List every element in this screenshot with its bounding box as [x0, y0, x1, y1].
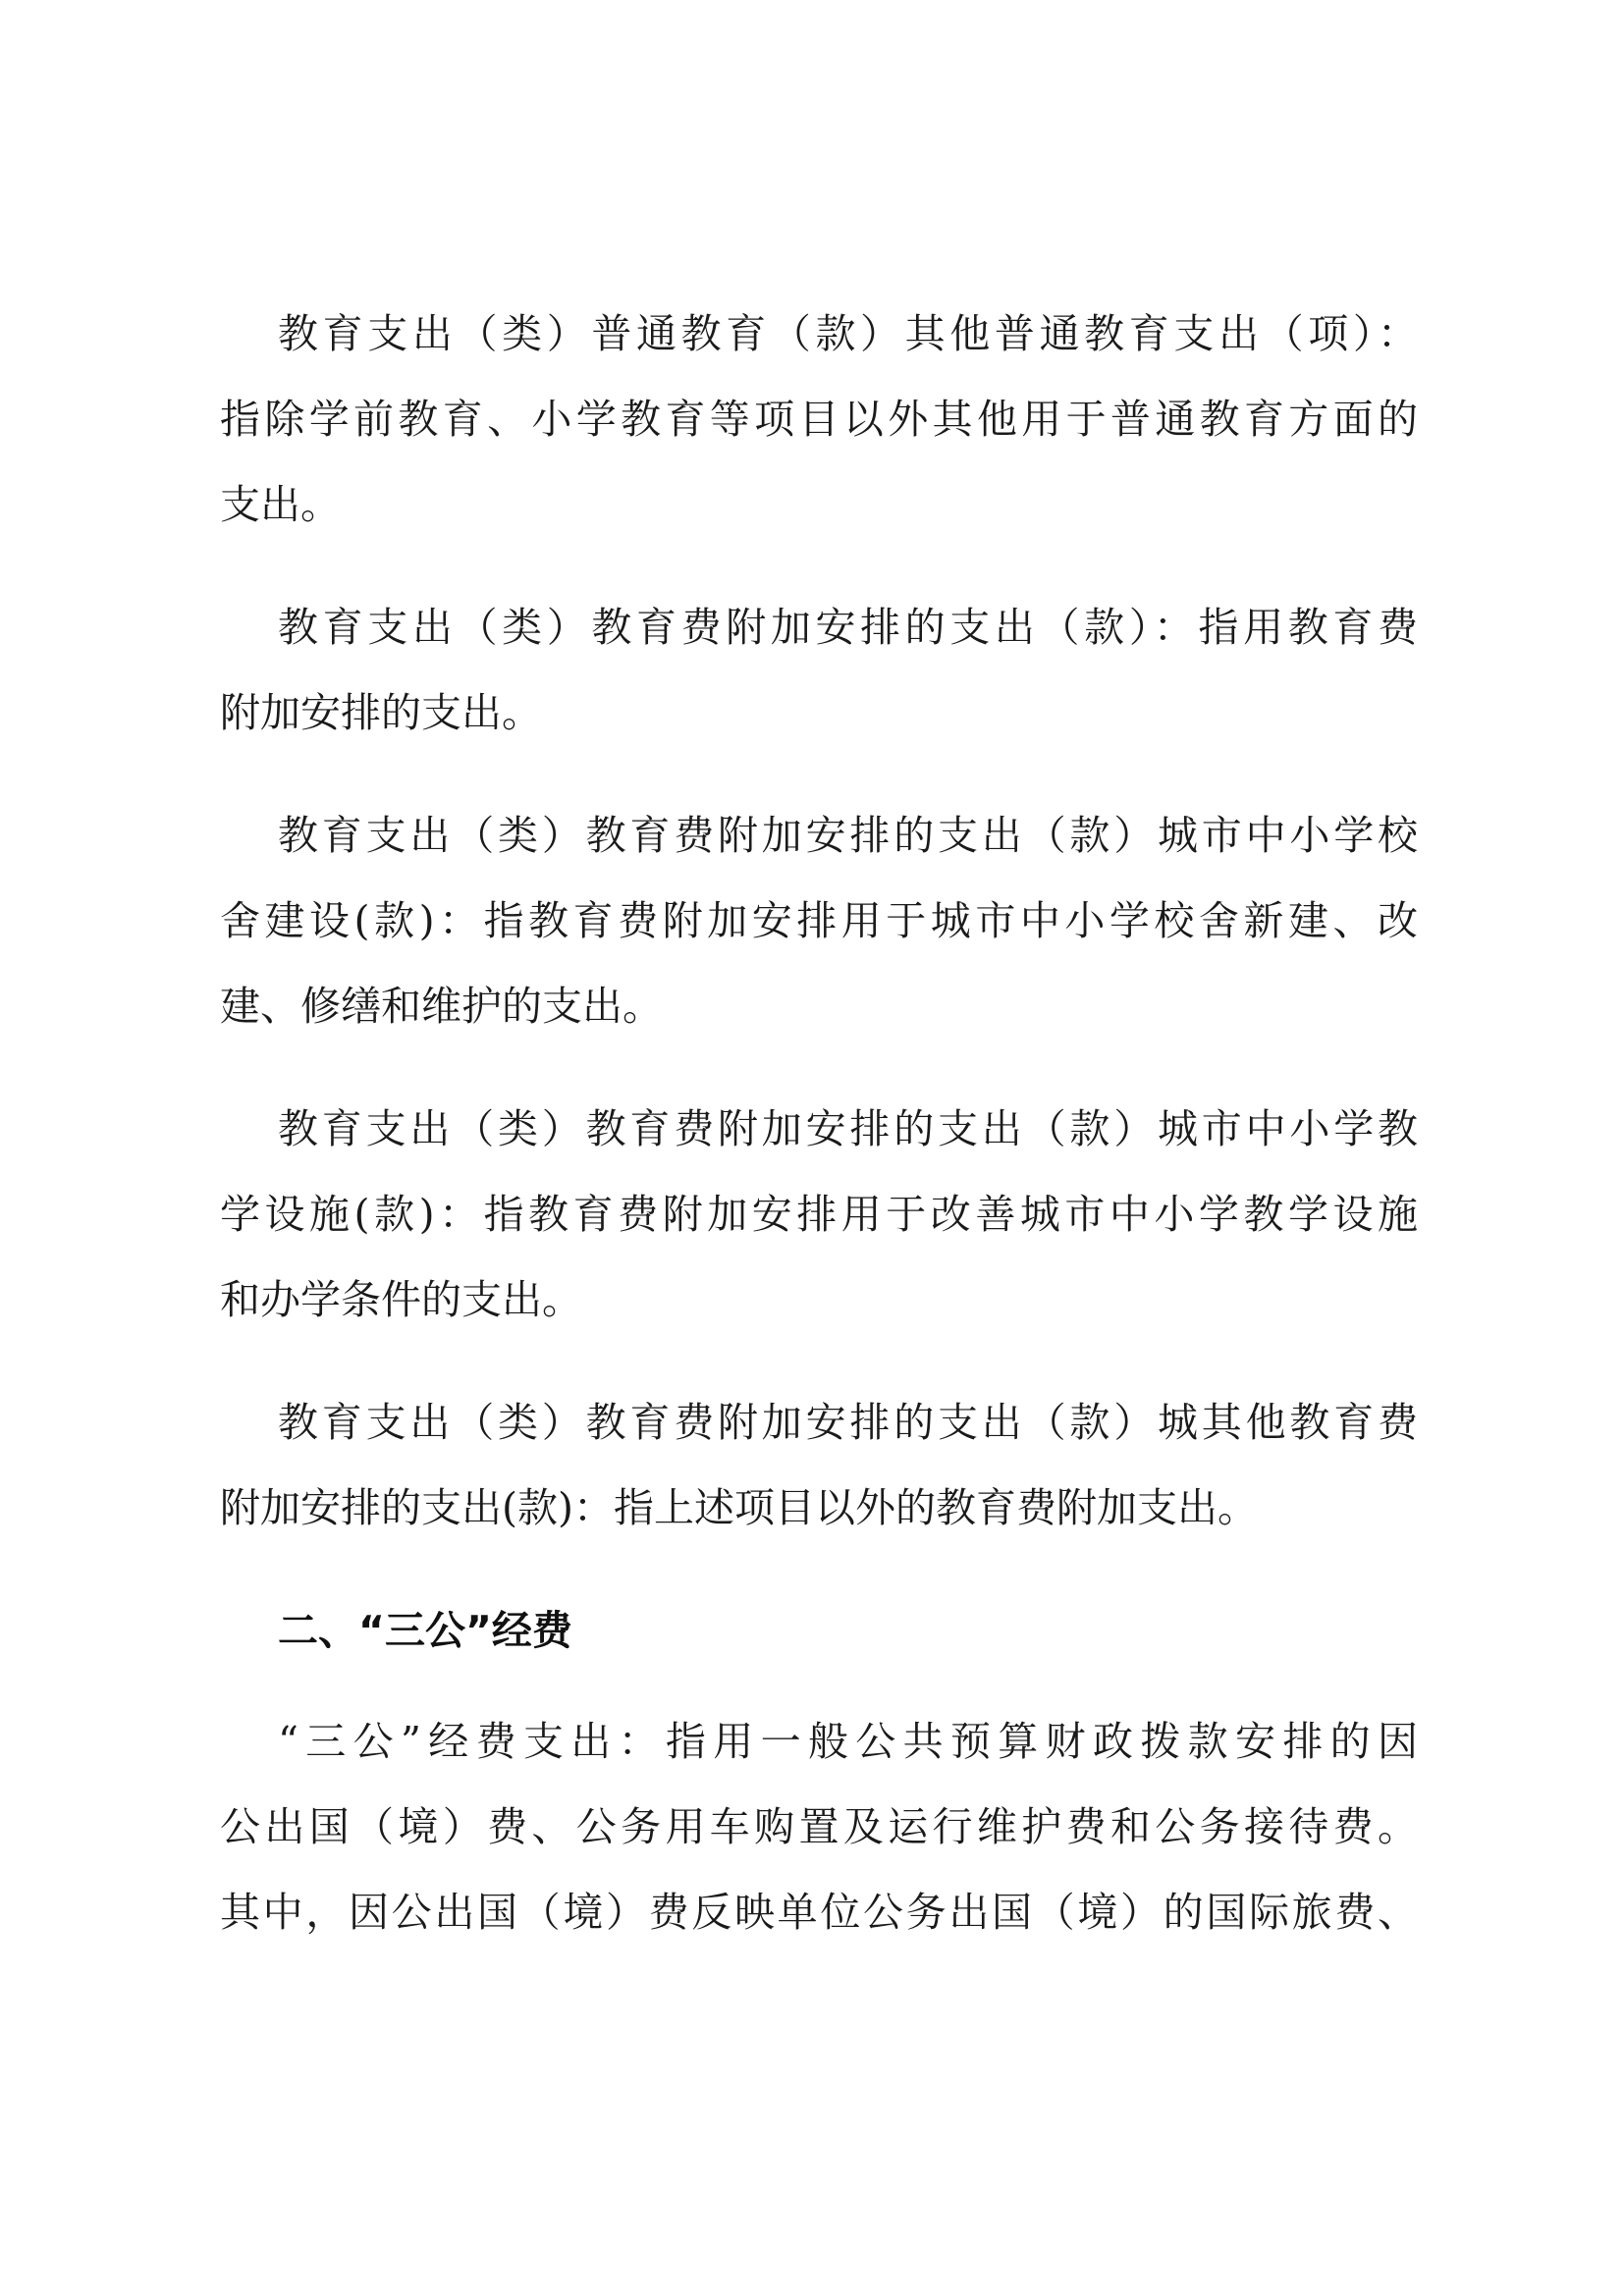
paragraph-4-line-3: 和办学条件的支出。 [220, 1276, 582, 1323]
paragraph-1-line-1: 教育支出（类）普通教育（款）其他普通教育支出（项）： [278, 310, 1418, 357]
paragraph-3-line-2: 舍建设(款)：指教育费附加安排用于城市中小学校舍新建、改 [220, 897, 1418, 944]
section-heading: 二、“三公”经费 [278, 1607, 572, 1654]
section-paragraph-line-2: 公出国（境）费、公务用车购置及运行维护费和公务接待费。 [220, 1803, 1418, 1850]
paragraph-1-line-2: 指除学前教育、小学教育等项目以外其他用于普通教育方面的 [220, 396, 1418, 443]
paragraph-3-line-1: 教育支出（类）教育费附加安排的支出（款）城市中小学校 [278, 812, 1418, 859]
section-paragraph-line-1: “三公”经费支出：指用一般公共预算财政拨款安排的因 [278, 1718, 1418, 1765]
paragraph-2-line-1: 教育支出（类）教育费附加安排的支出（款）：指用教育费 [278, 604, 1418, 651]
paragraph-1-line-3: 支出。 [220, 481, 341, 528]
paragraph-4-line-1: 教育支出（类）教育费附加安排的支出（款）城市中小学教 [278, 1105, 1418, 1152]
paragraph-2-line-2: 附加安排的支出。 [220, 689, 542, 736]
paragraph-4-line-2: 学设施(款)：指教育费附加安排用于改善城市中小学教学设施 [220, 1191, 1418, 1238]
paragraph-5-line-1: 教育支出（类）教育费附加安排的支出（款）城其他教育费 [278, 1399, 1418, 1446]
paragraph-5-line-2: 附加安排的支出(款)：指上述项目以外的教育费附加支出。 [220, 1484, 1258, 1531]
section-paragraph-line-3: 其中，因公出国（境）费反映单位公务出国（境）的国际旅费、 [220, 1889, 1418, 1936]
paragraph-3-line-3: 建、修缮和维护的支出。 [220, 983, 663, 1030]
